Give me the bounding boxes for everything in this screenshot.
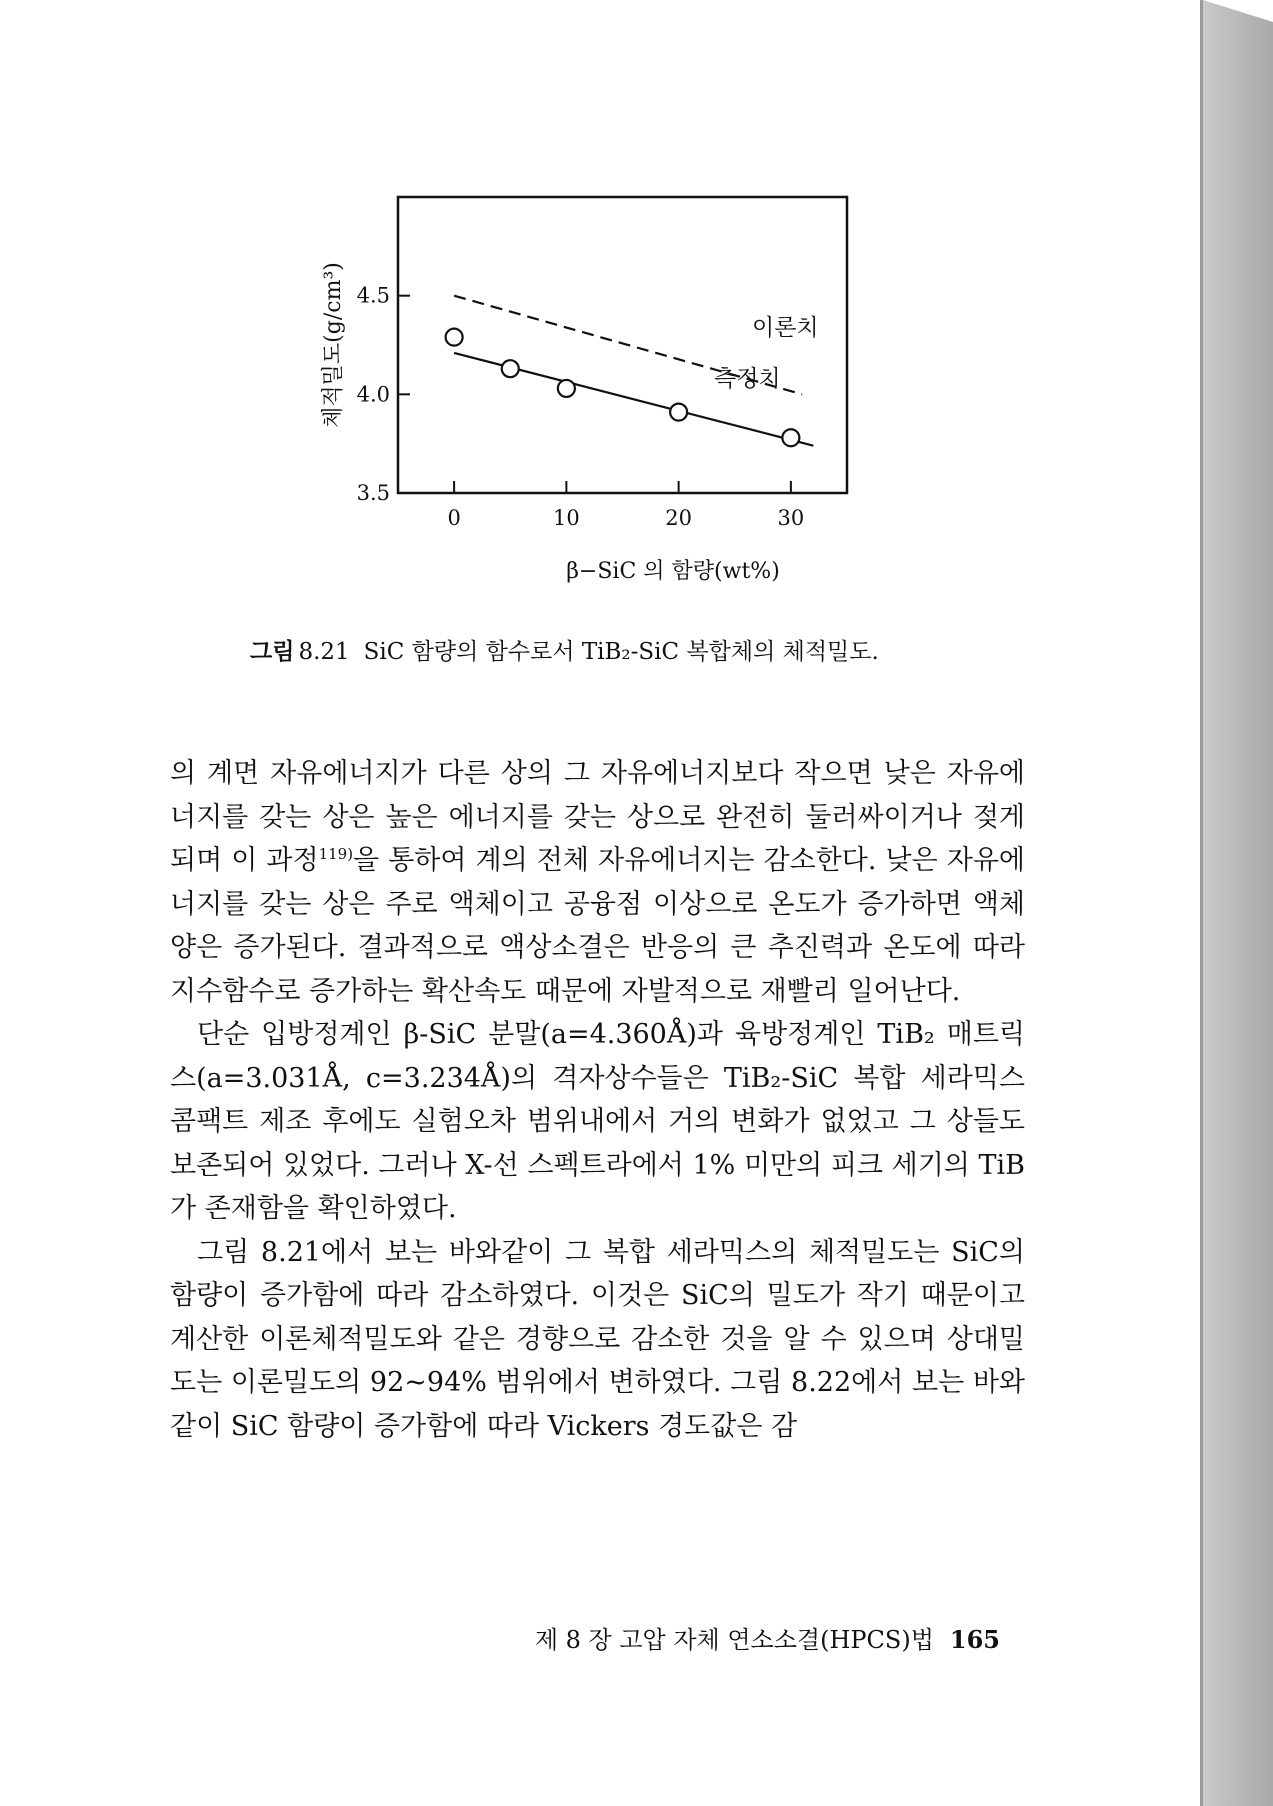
- x-tick-label: 10: [553, 506, 580, 530]
- measured-point: [670, 404, 687, 421]
- paragraph-3: 그림 8.21에서 보는 바와같이 그 복합 세라믹스의 체적밀도는 SiC의 함량이 증가함에 따라 감소하였다. 이것은 SiC의 밀도가 작기 때문이고 계산한 이론체적밀도와 같은 경향으로 감소한 것을 알 수 있으며 상대밀도는 이론밀도의 92~94% 범위에서 변하였다. 그림 8.22에서 보는 바와같이 SiC 함량이 증가함에 따라 Vickers 경도값은 감: [170, 1236, 1025, 1442]
- y-ticks: [357, 284, 410, 505]
- series-label-measured: 측정치: [714, 366, 781, 392]
- y-axis-label: 체적밀도(g/cm³): [321, 262, 346, 428]
- figure-number: 8.21: [298, 639, 350, 665]
- figure-caption: [250, 632, 970, 672]
- paragraph-1-text: 의 계면 자유에너지가 다른 상의 그 자유에너지보다 작으면 낮은 자유에너지를 갖는 상은 높은 에너지를 갖는 상으로 완전히 둘러싸이거나 젖게 되며 이 과정: [170, 758, 1025, 876]
- chapter-title: 제 8 장 고압 자체 연소소결(HPCS)법: [534, 1626, 934, 1654]
- paragraph-2: 단순 입방정계인 β-SiC 분말(a=4.360Å)과 육방정계인 TiB₂ 매트릭스(a=3.031Å, c=3.234Å)의 격자상수들은 TiB₂-SiC 복합 세라믹스 콤팩트 제조 후에도 실험오차 범위내에서 거의 변화가 없었고 그 상들도 보존되어 있었다. 그러나 X-선 스펙트라에서 1% 미만의 피크 세기의 TiB가 존재함을 확인하였다.: [170, 1019, 1025, 1224]
- measured-point: [558, 380, 575, 397]
- y-tick-label: 3.5: [356, 481, 390, 505]
- density-chart: [300, 180, 900, 600]
- body-text: [170, 752, 1025, 1448]
- page-edge-line: [1200, 0, 1203, 1806]
- plot-frame: [398, 197, 847, 493]
- paragraph-1-text-end: 을 통하여 계의 전체 자유에너지는 감소한다. 낮은 자유에너지를 갖는 상은 주로 액체이고 공융점 이상으로 온도가 증가하면 액체 양은 증가된다. 결과적으로 액상소결은 반응의 큰 추진력과 온도에 따라 지수함수로 증가하는 확산속도 때문에 자발적으로 재빨리 일어난다.: [170, 845, 1026, 1007]
- chart-svg: [300, 180, 900, 600]
- series-label-theory: 이론치: [752, 315, 819, 341]
- page-number: 165: [949, 1625, 1000, 1654]
- figure-prefix: 그림: [250, 639, 295, 665]
- page-footer: [520, 1620, 1000, 1660]
- measured-point: [782, 429, 799, 446]
- x-tick-label: 30: [777, 506, 805, 530]
- x-axis-label: β−SiC 의 함량(wt%): [566, 559, 780, 584]
- x-ticks: [447, 481, 804, 530]
- citation-sup: 119): [318, 845, 354, 863]
- y-tick-label: 4.0: [356, 382, 390, 407]
- figure-caption-text: SiC 함량의 함수로서 TiB₂-SiC 복합체의 체적밀도.: [363, 639, 879, 665]
- measured-point: [446, 329, 463, 346]
- x-tick-label: 20: [665, 506, 692, 530]
- y-tick-label: 4.5: [356, 283, 390, 308]
- measured-point: [502, 360, 519, 377]
- page-edge-shadow: [1203, 0, 1273, 1806]
- paragraph-1: [170, 752, 1025, 1013]
- x-tick-label: 0: [447, 506, 461, 530]
